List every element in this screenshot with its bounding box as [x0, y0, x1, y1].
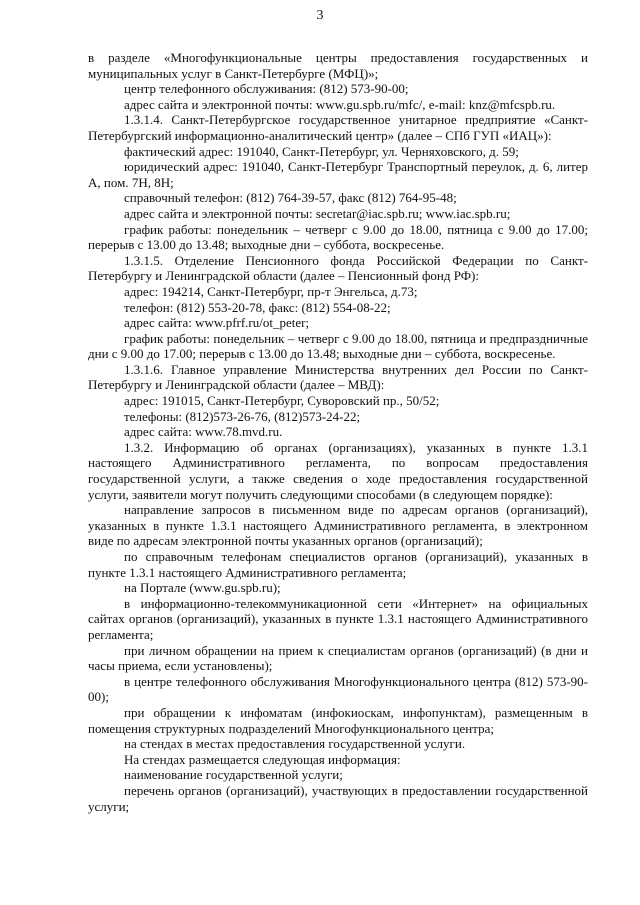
paragraph: адрес сайта: www.pfrf.ru/ot_peter; — [124, 315, 310, 331]
paragraph: центр телефонного обслуживания: (812) 573-90-00; — [124, 81, 409, 97]
paragraph: юридический адрес: 191040, Санкт-Петербург Транспортный переулок, д. 6, литер А, пом. 7Н, 8Н; — [88, 159, 588, 190]
paragraph: на стендах в местах предоставления государственной услуги. — [124, 736, 466, 752]
paragraph: адрес сайта и электронной почты: www.gu.spb.ru/mfc/, e-mail: knz@mfcspb.ru. — [124, 96, 556, 112]
paragraph: наименование государственной услуги; — [124, 767, 343, 783]
paragraph: перечень органов (организаций), участвующих в предоставлении государственной услуги; — [88, 782, 588, 814]
paragraph: при личном обращении на прием к специалистам органов (организаций) (в дни и часы приема, если установлены); — [88, 642, 588, 674]
paragraph: 1.3.1.6. Главное управление Министерства внутренних дел России по Санкт-Петербургу и Ленинградской области (далее – МВД): — [88, 361, 588, 393]
paragraph: телефоны: (812)573-26-76, (812)573-24-22; — [124, 408, 361, 424]
paragraph: в разделе «Многофункциональные центры предоставления государственных и муниципальных услуг в Санкт-Петербурге (МФЦ)»; — [88, 50, 588, 81]
paragraph: в информационно-телекоммуникационной сети «Интернет» на официальных сайтах органов (организаций), указанных в пункте 1.3.1 настоящего Административного регламента; — [88, 595, 588, 642]
paragraph: 1.3.1.4. Санкт-Петербургское государственное унитарное предприятие «Санкт-Петербургский информационно-аналитический центр» (далее – СПб ГУП «ИАЦ»): — [88, 112, 588, 143]
paragraph: график работы: понедельник – четверг с 9.00 до 18.00, пятница с 9.00 до 17.00; перерыв с 13.00 до 13.48; выходные дни – суббота, воскресенье. — [88, 221, 588, 253]
paragraph: справочный телефон: (812) 764-39-57, факс (812) 764-95-48; — [124, 190, 457, 206]
paragraph: адрес сайта: www.78.mvd.ru. — [124, 424, 283, 440]
paragraph: телефон: (812) 553-20-78, факс: (812) 554-08-22; — [124, 299, 391, 315]
paragraph: в центре телефонного обслуживания Многофункционального центра (812) 573-90-00); — [88, 673, 588, 705]
paragraph: адрес: 191015, Санкт-Петербург, Суворовский пр., 50/52; — [124, 393, 440, 409]
paragraph: при обращении к инфоматам (инфокиоскам, инфопунктам), размещенным в помещения структурных подразделений Многофункционального центра; — [88, 704, 588, 736]
paragraph: по справочным телефонам специалистов органов (организаций), указанных в пункте 1.3.1 настоящего Административного регламента; — [88, 549, 588, 580]
paragraph: график работы: понедельник – четверг с 9.00 до 18.00, пятница и предпраздничные дни с 9.00 до 17.00; перерыв с 13.00 до 13.48; выходные дни – суббота, воскресенье. — [88, 330, 588, 362]
paragraph: На стендах размещается следующая информация: — [124, 751, 401, 767]
document-body — [88, 50, 588, 814]
page-number: 3 — [316, 8, 324, 23]
paragraph: адрес: 194214, Санкт-Петербург, пр-т Энгельса, д.73; — [124, 283, 418, 299]
paragraph: 1.3.2. Информацию об органах (организациях), указанных в пункте 1.3.1 настоящего Административного регламента, по вопросам предоставления государственной услуги, а также сведения о ходе предоставления государственной услуги, заявители могут получить следующими способами (в следующем порядке): — [88, 439, 588, 502]
paragraph: 1.3.1.5. Отделение Пенсионного фонда Российской Федерации по Санкт-Петербургу и Ленинградской области (далее – Пенсионный фонд РФ): — [88, 252, 588, 284]
paragraph: фактический адрес: 191040, Санкт-Петербург, ул. Черняховского, д. 59; — [124, 143, 519, 159]
paragraph: направление запросов в письменном виде по адресам органов (организаций), указанных в пункте 1.3.1 настоящего Административного регламента, в электронном виде по адресам электронной почты указанных органов (организаций); — [88, 502, 588, 549]
paragraph: адрес сайта и электронной почты: secretar@iac.spb.ru; www.iac.spb.ru; — [124, 205, 511, 221]
paragraph: на Портале (www.gu.spb.ru); — [124, 580, 281, 596]
